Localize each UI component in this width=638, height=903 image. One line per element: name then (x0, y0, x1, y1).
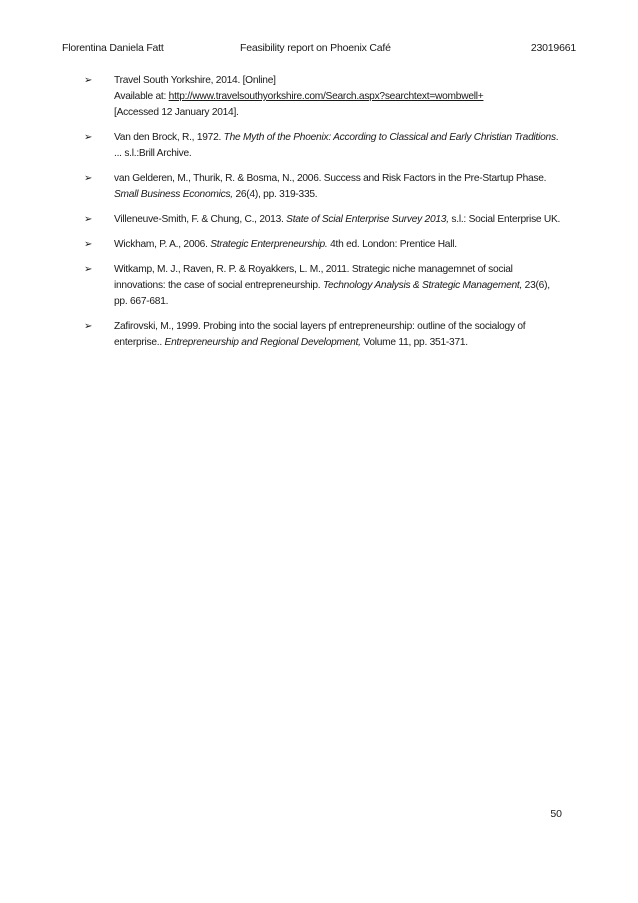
reference-publisher: . ... s.l.:Brill Archive. (114, 132, 559, 159)
reference-link[interactable]: http://www.travelsouthyorkshire.com/Search.aspx?searchtext=wombwell+ (168, 91, 484, 102)
reference-text: Travel South Yorkshire, 2014. [Online] (114, 75, 276, 86)
arrow-bullet-icon: ➢ (84, 239, 93, 250)
reference-journal: Technology Analysis & Strategic Management, (322, 280, 523, 291)
reference-journal: Entrepreneurship and Regional Development, (164, 337, 361, 348)
reference-title: Probing into the social layers pf entrepreneurship: outline of the socialogy of enterprise.. (114, 321, 526, 348)
available-at-label: Available at: (114, 91, 169, 102)
reference-title: State of Scial Enterprise Survey 2013, (286, 214, 449, 225)
reference-list (84, 73, 564, 360)
accessed-date: [Accessed 12 January 2014]. (114, 107, 239, 118)
reference-title: Strategic Enterpreneurship. (210, 239, 328, 250)
reference-item (84, 73, 564, 121)
reference-authors: Wickham, P. A., 2006. (114, 239, 211, 250)
page-number: 50 (550, 808, 562, 820)
reference-item (84, 319, 564, 351)
arrow-bullet-icon: ➢ (84, 214, 93, 225)
reference-item (84, 171, 564, 203)
reference-item (84, 237, 564, 253)
arrow-bullet-icon: ➢ (84, 132, 93, 143)
reference-title: Success and Risk Factors in the Pre-Startup Phase. (323, 173, 547, 184)
reference-journal: Small Business Economics, (114, 189, 233, 200)
reference-title: Strategic niche managemnet of social innovations: the case of social entrepreneurship. (114, 264, 513, 291)
reference-pages: Volume 11, pp. 351-371. (360, 337, 468, 348)
reference-pages: 23(6), pp. 667-681. (114, 280, 550, 307)
page-header (62, 42, 576, 56)
reference-authors: van Gelderen, M., Thurik, R. & Bosma, N., 2006. (114, 173, 324, 184)
reference-authors: Witkamp, M. J., Raven, R. P. & Royakkers, L. M., 2011. (114, 264, 352, 275)
reference-item (84, 262, 564, 310)
header-author: Florentina Daniela Fatt (62, 42, 164, 54)
header-student-id: 23019661 (530, 42, 576, 54)
reference-publisher: 4th ed. London: Prentice Hall. (327, 239, 457, 250)
reference-item (84, 212, 564, 228)
arrow-bullet-icon: ➢ (84, 321, 93, 332)
header-title: Feasibility report on Phoenix Café (240, 42, 391, 54)
reference-authors: Zafirovski, M., 1999. (114, 321, 204, 332)
reference-authors: Villeneuve-Smith, F. & Chung, C., 2013. (114, 214, 287, 225)
reference-item (84, 130, 564, 162)
arrow-bullet-icon: ➢ (84, 264, 93, 275)
reference-publisher: s.l.: Social Enterprise UK. (448, 214, 561, 225)
reference-pages: 26(4), pp. 319-335. (232, 189, 318, 200)
arrow-bullet-icon: ➢ (84, 173, 93, 184)
reference-title: The Myth of the Phoenix: According to Classical and Early Christian Traditions (223, 132, 556, 143)
arrow-bullet-icon: ➢ (84, 75, 93, 86)
reference-authors: Van den Brock, R., 1972. (114, 132, 224, 143)
